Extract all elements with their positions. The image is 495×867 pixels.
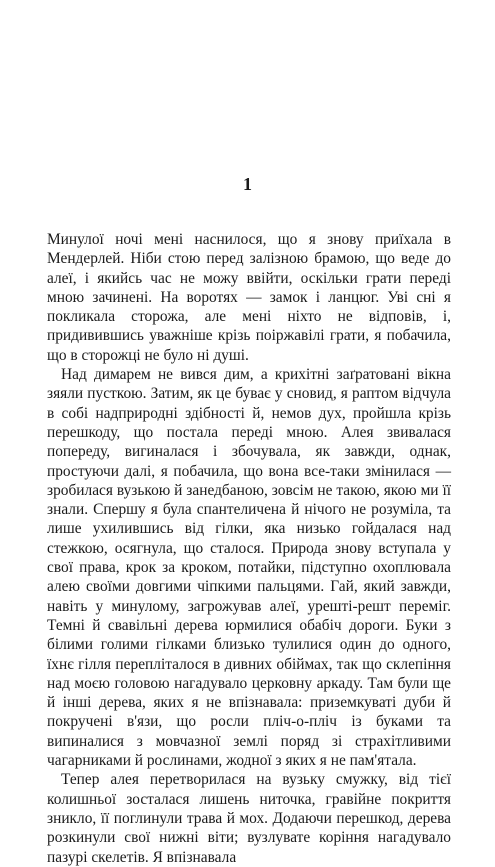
paragraph: Над димарем не вився дим, а крихітні заґратовані вікна зяяли пусткою. Затим, як це буває у сновид, я раптом відчула в собі надприродні здібності й, немов дух, пройшла крізь перешкоду, що постала переді мною. Алея звивалася попереду, вигиналася і збочувала, як завжди, однак, простуючи далі, я побачила, що вона все-таки змінилася — зробилася вузькою й занедбаною, зовсім не такою, якою ми її знали. Спершу я була спантеличена й нічого не розуміла, та лише ухилившись від гілки, яка низько гойдалася над стежкою, осягнула, що сталося. Природа знову вступала у свої права, крок за кроком, потайки, підступно охоплювала алею своїми довгими чіпкими пальцями. Гай, який завжди, навіть у минулому, загрожував алеї, урешті-решт переміг. Темні й свавільні дерева юрмилися обабіч дороги. Буки з білими голими гілками близько тулилися один до одного, їхнє гілля перепліталося в дивних обіймах, так що склепіння над моєю головою нагадувало церковну аркаду. Там були ще й інші дерева, яких я не впізнавала: приземкуваті дуби й покручені в'язи, що росли пліч-о-пліч із буками та випиналися з мовчазної землі поряд зі страхітливими чагарниками й рослинами, жодної з яких я не пам'ятала.: [47, 366, 451, 770]
paragraph: Тепер алея перетворилася на вузьку смужку, від тієї колишньої зосталася лишень ниточка, гравійне покриття зникло, її поглинули трава й мох. Додаючи перешкод, дерева розкинули свої нижні віти; вузлувате коріння нагадувало пазурі скелетів. Я впізнавала: [47, 771, 451, 866]
chapter-body: [47, 230, 451, 867]
paragraph: Минулої ночі мені наснилося, що я знову приїхала в Мендерлей. Ніби стою перед залізною брамою, що веде до алеї, і якийсь час не можу ввійти, оскільки грати переді мною зачинені. На воротях — замок і ланцюг. Уві сні я покликала сторожа, але мені ніхто не відповів, і, придивившись уважніше крізь поіржавілі грати, я побачила, що в сторожці не було ні душі.: [47, 231, 451, 364]
chapter-number: 1: [243, 174, 252, 194]
